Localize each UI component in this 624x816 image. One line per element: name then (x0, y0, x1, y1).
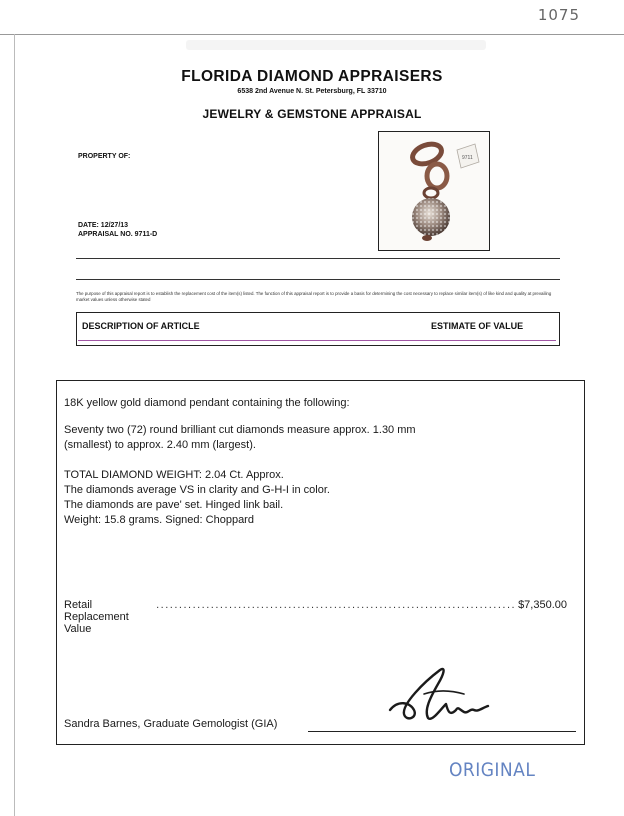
retail-value-label: Retail Replacement Value (64, 599, 129, 635)
description-line: (smallest) to approx. 2.40 mm (largest). (64, 439, 256, 451)
original-stamp: ORIGINAL (449, 759, 536, 781)
description-line: Seventy two (72) round brilliant cut diamonds measure approx. 1.30 mm (64, 424, 416, 436)
pendant-photo (378, 131, 490, 251)
gemologist-name: Sandra Barnes, Graduate Gemologist (GIA) (64, 718, 278, 730)
description-line: The diamonds are pave' set. Hinged link bail. (64, 499, 284, 511)
handwritten-signature (384, 660, 496, 726)
signature-line (308, 731, 576, 732)
description-line: The diamonds average VS in clarity and G-H-I in color. (64, 484, 330, 496)
company-name: FLORIDA DIAMOND APPRAISERS (181, 68, 443, 85)
leader-dots: ............................................................................... (156, 599, 517, 611)
date-field: DATE: 12/27/13 (78, 222, 129, 229)
retail-value-amount: $7,350.00 (518, 599, 567, 611)
company-address: 6538 2nd Avenue N. St. Petersburg, FL 33710 (237, 88, 387, 95)
page-edge-left (14, 34, 15, 816)
document-title: JEWELRY & GEMSTONE APPRAISAL (202, 107, 422, 121)
description-column-label: DESCRIPTION OF ARTICLE (82, 321, 200, 331)
svg-text:9711: 9711 (462, 155, 473, 161)
pendant-illustration (379, 132, 489, 250)
purpose-statement: The purpose of this appraisal report is to establish the replacement cost of the item(s) listed. The function of this appraisal report is to provide a basis for determining the cost necessary to replace similar item(s) of like kind and quality at prevailing market values unless otherwise stated (76, 291, 552, 302)
page-number: 1075 (537, 6, 580, 24)
blank-line-1 (76, 258, 560, 259)
scan-smudge (186, 40, 486, 50)
description-line: Weight: 15.8 grams. Signed: Choppard (64, 514, 254, 526)
total-weight-line: TOTAL DIAMOND WEIGHT: 2.04 Ct. Approx. (64, 469, 284, 481)
retail-value-row (64, 599, 567, 635)
page-edge-top (0, 34, 624, 35)
property-label: PROPERTY OF: (78, 153, 131, 160)
blank-line-2 (76, 279, 560, 280)
appraisal-number: APPRAISAL NO. 9711-D (78, 231, 158, 238)
header-underline (78, 340, 556, 341)
estimate-column-label: ESTIMATE OF VALUE (431, 321, 524, 331)
description-intro: 18K yellow gold diamond pendant containing the following: (64, 397, 350, 409)
